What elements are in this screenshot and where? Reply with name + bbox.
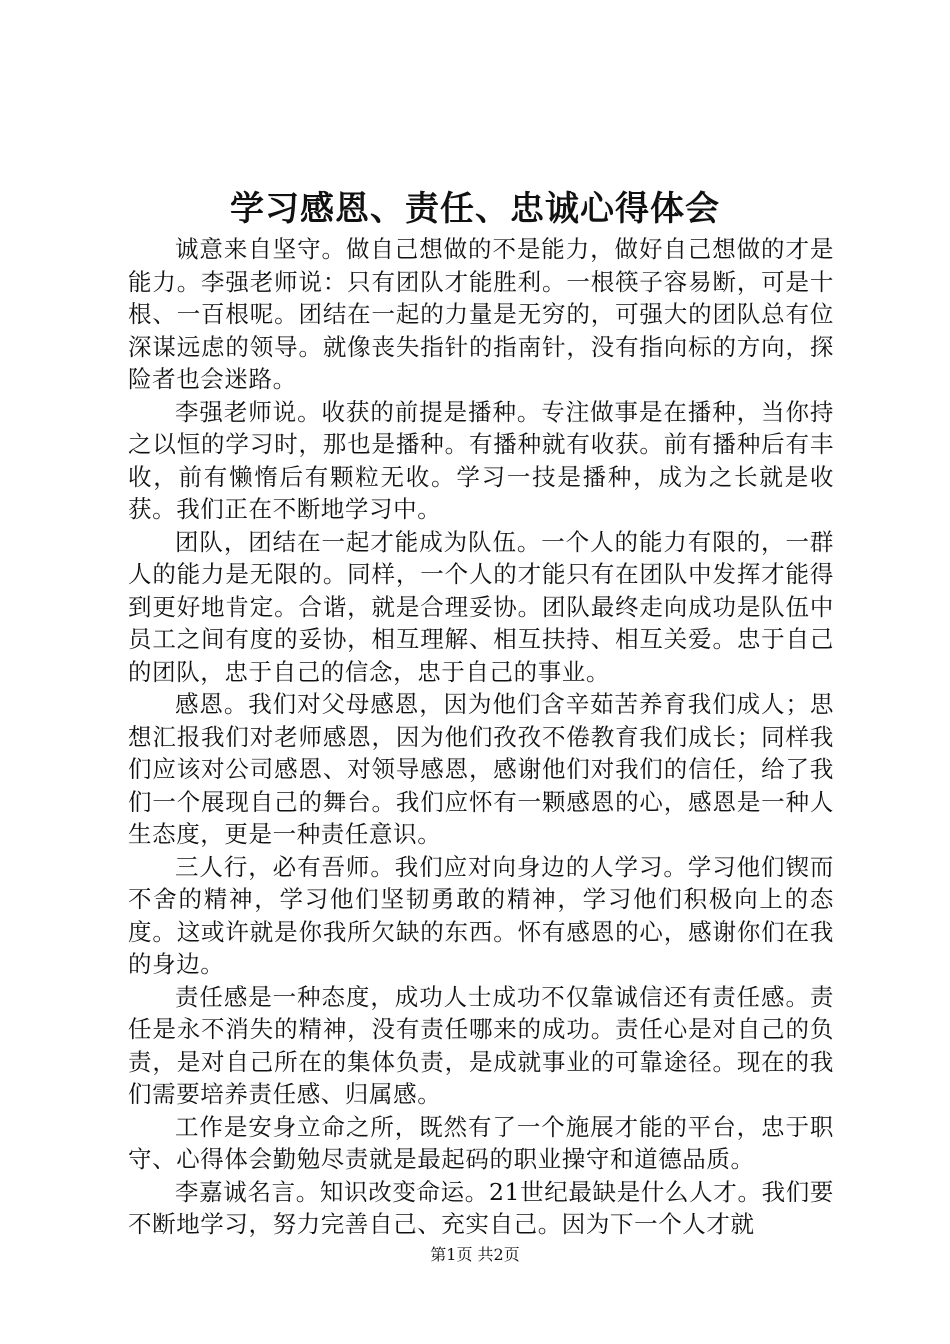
paragraph: 感恩。我们对父母感恩，因为他们含辛茹苦养育我们成人；思想汇报我们对老师感恩，因为他们孜孜不倦教育我们成长；同样我们应该对公司感恩、对领导感恩，感谢他们对我们的信任，给了我们一个展现自己的舞台。我们应怀有一颗感恩的心，感恩是一种人生态度，更是一种责任意识。 [128, 690, 834, 848]
page-footer: 第1页 共2页 [430, 1245, 520, 1264]
document-body [128, 233, 834, 1241]
paragraph: 团队，团结在一起才能成为队伍。一个人的能力有限的，一群人的能力是无限的。同样，一个人的才能只有在团队中发挥才能得到更好地肯定。合谐，就是合理妥协。团队最终走向成功是队伍中员工之间有度的妥协，相互理解、相互扶持、相互关爱。忠于自己的团队，忠于自己的信念，忠于自己的事业。 [128, 527, 834, 686]
paragraph: 责任感是一种态度，成功人士成功不仅靠诚信还有责任感。责任是永不消失的精神，没有责任哪来的成功。责任心是对自己的负责，是对自己所在的集体负责，是成就事业的可靠途径。现在的我们需要培养责任感、归属感。 [128, 982, 834, 1108]
paragraph: 李嘉诚名言。知识改变命运。21世纪最缺是什么人才。我们要不断地学习，努力完善自己、充实自己。因为下一个人才就 [128, 1177, 834, 1238]
paragraph: 三人行，必有吾师。我们应对向身边的人学习。学习他们锲而不舍的精神，学习他们坚韧勇敢的精神，学习他们积极向上的态度。这或许就是你我所欠缺的东西。怀有感恩的心，感谢你们在我的身边。 [128, 852, 834, 978]
paragraph: 工作是安身立命之所，既然有了一个施展才能的平台，忠于职守、心得体会勤勉尽责就是最起码的职业操守和道德品质。 [128, 1112, 834, 1173]
paragraph: 诚意来自坚守。做自己想做的不是能力，做好自己想做的才是能力。李强老师说：只有团队才能胜利。一根筷子容易断，可是十根、一百根呢。团结在一起的力量是无穷的，可强大的团队总有位深谋远虑的领导。就像丧失指针的指南针，没有指向标的方向，探险者也会迷路。 [128, 235, 834, 393]
paragraph: 李强老师说。收获的前提是播种。专注做事是在播种，当你持之以恒的学习时，那也是播种。有播种就有收获。前有播种后有丰收，前有懒惰后有颗粒无收。学习一技是播种，成为之长就是收获。我们正在不断地学习中。 [128, 397, 834, 523]
document-title: 学习感恩、责任、忠诚心得体会 [230, 189, 720, 229]
